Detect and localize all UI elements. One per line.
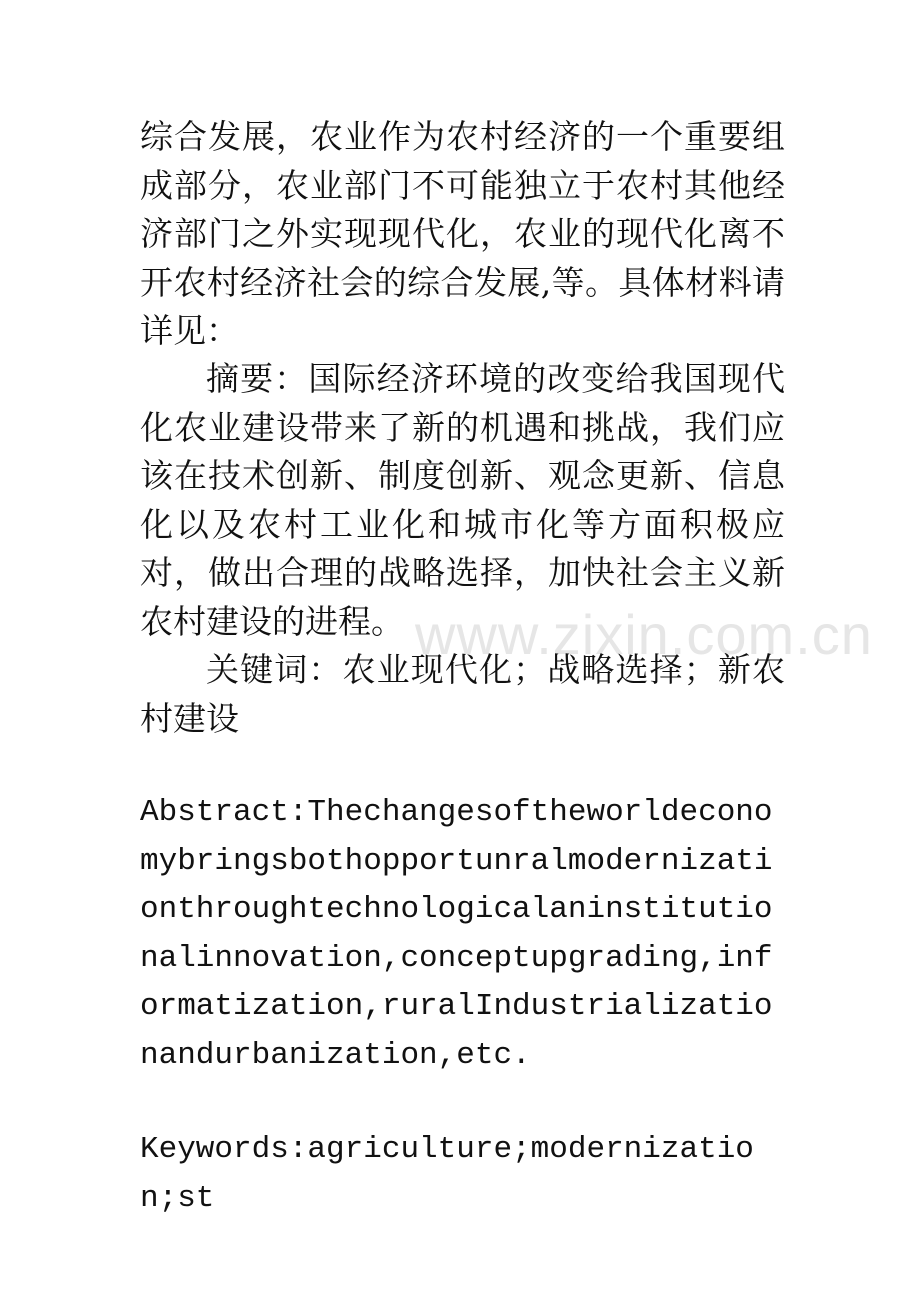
abstract-paragraph-cn: 摘要：国际经济环境的改变给我国现代化农业建设带来了新的机遇和挑战，我们应该在技术创新、制度创新、观念更新、信息化以及农村工业化和城市化等方面积极应对，做出合理的战略选择，加快社会主义新农村建设的进程。 (140, 359, 785, 641)
keywords-paragraph-cn: 关键词：农业现代化；战略选择；新农村建设 (140, 650, 785, 738)
abstract-paragraph-en: Abstract:Thechangesoftheworldeconomybringsbothopportunralmodernizationthroughtechnologicalaninstitutionalinnovation,conceptupgrading,informatization,ruralIndustrializationandurbanization,etc. (140, 795, 773, 1073)
watermark: www.zixin.com.cn (415, 603, 873, 666)
body-paragraph-intro: 综合发展，农业作为农村经济的一个重要组成部分，农业部门不可能独立于农村其他经济部门之外实现现代化，农业的现代化离不开农村经济社会的综合发展,等。具体材料请详见： (140, 117, 785, 351)
keywords-paragraph-en: Keywords:agriculture;modernization;st (140, 1132, 754, 1216)
